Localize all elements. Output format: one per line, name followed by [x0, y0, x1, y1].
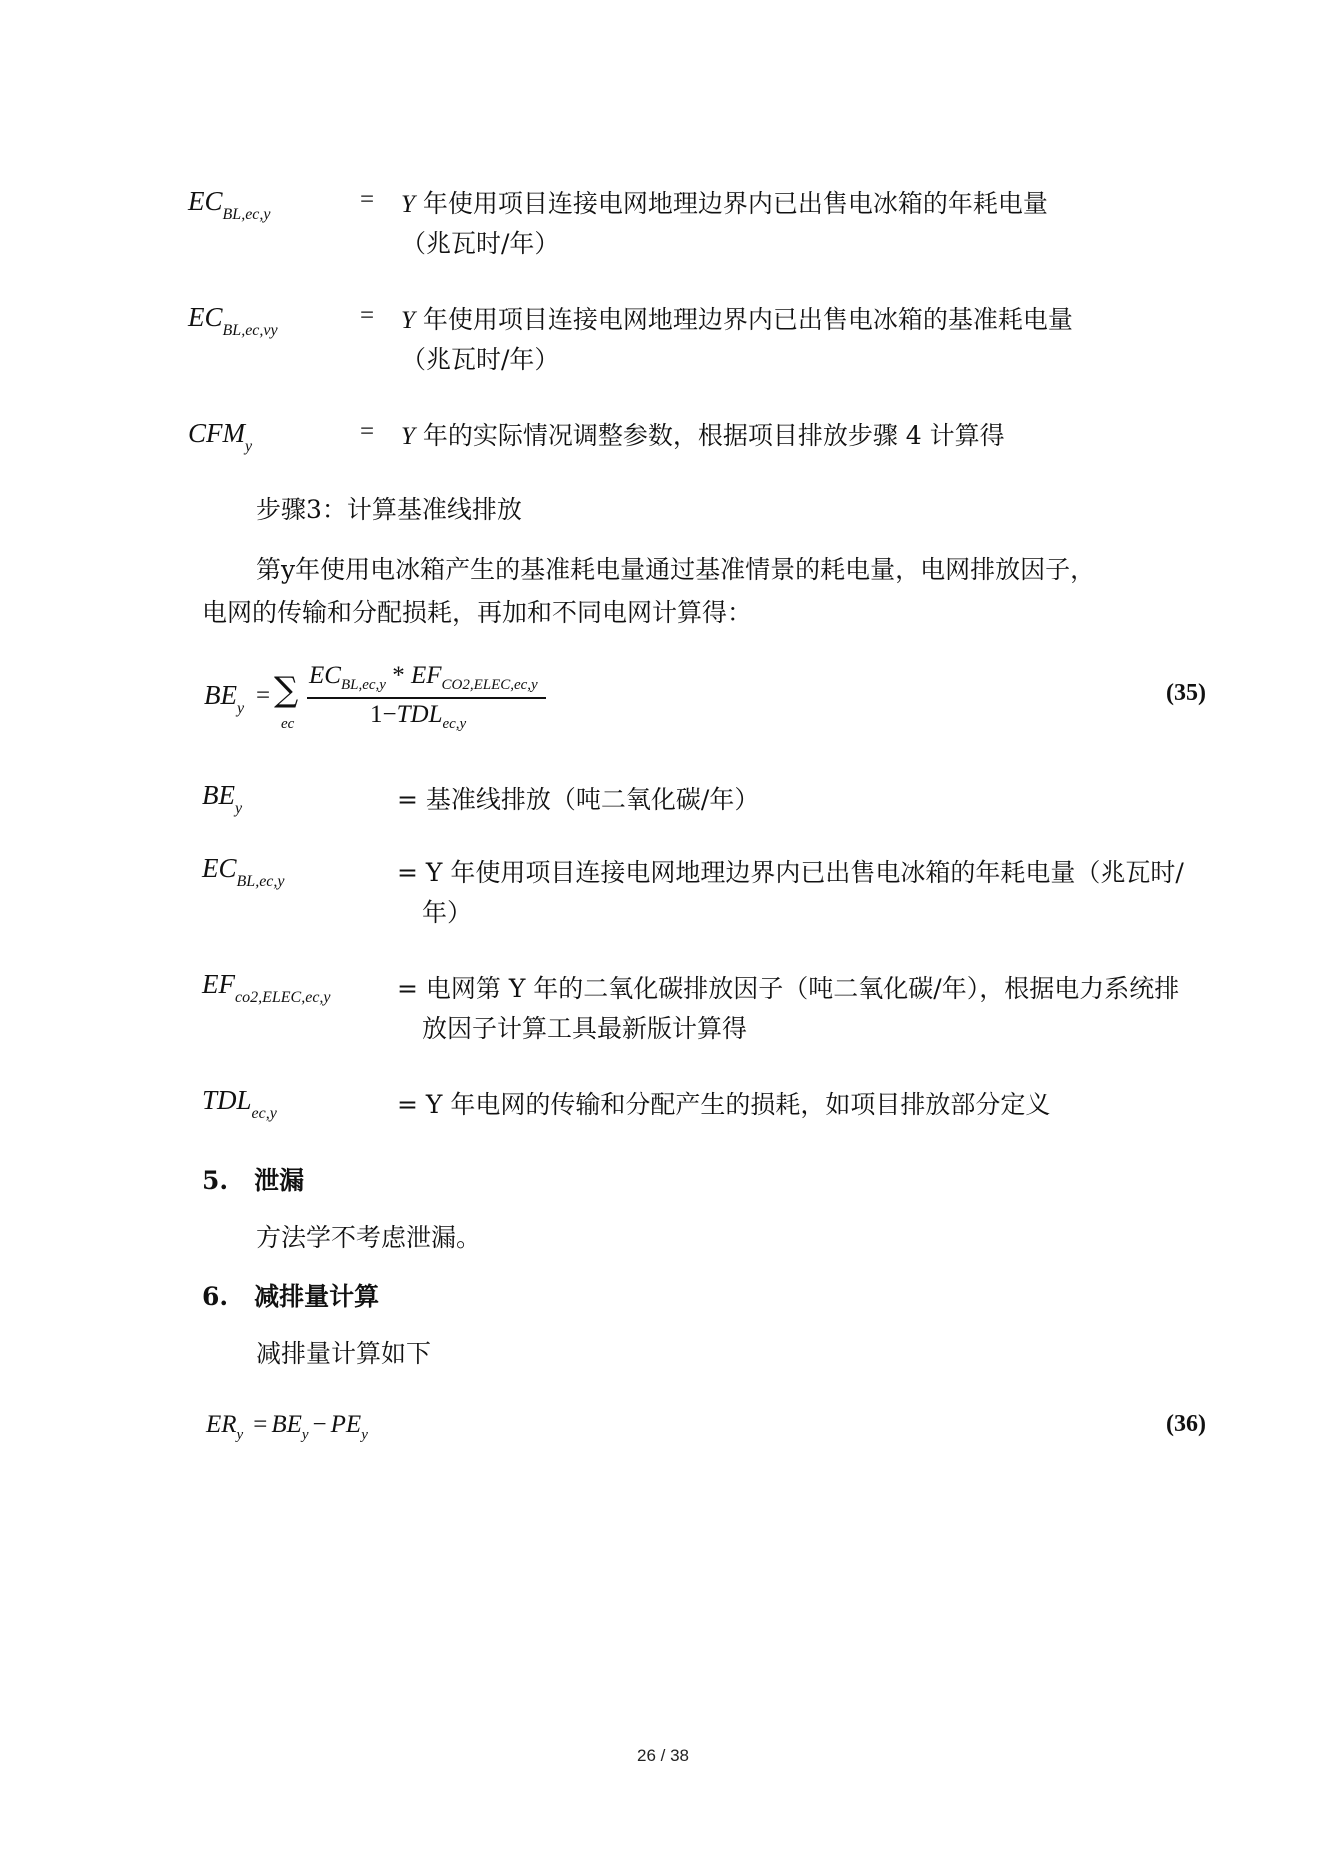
equation-number: (35)	[1166, 680, 1206, 706]
fraction-numerator: $EC_{BL,ec,y} * EF_{CO2,ELEC,ec,y}$	[309, 662, 538, 693]
formula-lhs: $BE_y$	[204, 680, 245, 717]
section-text: 减排量计算如下	[256, 1339, 432, 1368]
equation-number: (36)	[1166, 1411, 1206, 1437]
fraction-denominator: $1-TDL_{ec,y}$	[370, 701, 467, 732]
formula-equals: =	[256, 682, 271, 709]
equals-sign: =	[360, 418, 375, 445]
summation-index: ec	[281, 716, 295, 732]
formula-expression: $ER_y = BE_y - PE_y$	[206, 1411, 368, 1443]
section-heading: 6. 减排量计算	[202, 1282, 380, 1311]
def-symbol: $EC_{BL,ec,y}$	[188, 186, 271, 223]
def-symbol: $EC_{BL,ec,y}$	[202, 853, 285, 890]
step3-paragraph-continuation: 电网的传输和分配损耗，再加和不同电网计算得：	[202, 598, 753, 627]
def-text-continuation: 放因子计算工具最新版计算得	[422, 1014, 748, 1043]
def-text: Y 年使用项目连接电网地理边界内已出售电冰箱的年耗电量	[401, 189, 1048, 218]
section-heading: 5. 泄漏	[202, 1166, 305, 1195]
def-text: = 基准线排放（吨二氧化碳/年）	[397, 785, 760, 814]
def-text: Y 年的实际情况调整参数，根据项目排放步骤 4 计算得	[401, 421, 1005, 450]
def-text-continuation: （兆瓦时/年）	[401, 345, 560, 374]
def-symbol: $EC_{BL,ec,vy}$	[188, 302, 278, 339]
def-text: = Y 年电网的传输和分配产生的损耗，如项目排放部分定义	[397, 1090, 1051, 1119]
equals-sign: =	[360, 186, 375, 213]
def-symbol: $CFM_y$	[188, 418, 253, 455]
def-symbol: $EF_{co2,ELEC,ec,y}$	[202, 969, 331, 1006]
summation-symbol: ∑	[274, 670, 299, 710]
step3-title: 步骤3：计算基准线排放	[256, 495, 522, 524]
step3-paragraph: 第y年使用电冰箱产生的基准耗电量通过基准情景的耗电量，电网排放因子，	[256, 555, 1096, 584]
def-text-continuation: （兆瓦时/年）	[401, 229, 560, 258]
equals-sign: =	[360, 302, 375, 329]
def-text: Y 年使用项目连接电网地理边界内已出售电冰箱的基准耗电量	[401, 305, 1073, 334]
def-text: = Y 年使用项目连接电网地理边界内已出售电冰箱的年耗电量（兆瓦时/	[397, 858, 1184, 887]
def-symbol: $BE_y$	[202, 780, 243, 817]
page-number: 26 / 38	[637, 1746, 689, 1765]
def-text: = 电网第 Y 年的二氧化碳排放因子（吨二氧化碳/年），根据电力系统排	[397, 974, 1180, 1003]
fraction-bar	[307, 697, 546, 699]
def-text-continuation: 年）	[422, 898, 473, 927]
section-text: 方法学不考虑泄漏。	[256, 1223, 482, 1252]
def-symbol: $TDL_{ec,y}$	[202, 1085, 277, 1122]
